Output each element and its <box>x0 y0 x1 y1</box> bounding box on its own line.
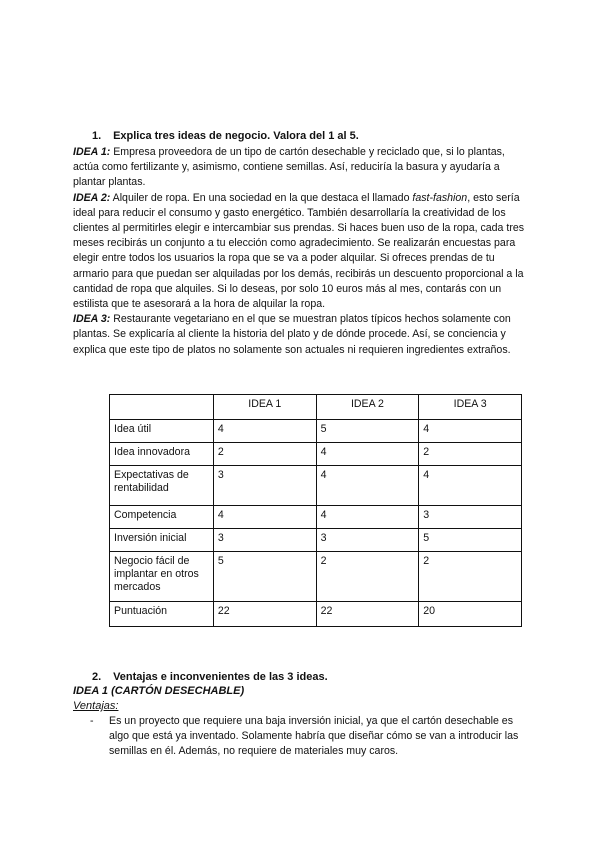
table-cell: 5 <box>316 420 419 443</box>
idea-3-label: IDEA 3: <box>73 313 111 326</box>
section-2-title: Ventajas e inconvenientes de las 3 ideas. <box>113 671 328 683</box>
section-2-heading <box>92 671 328 683</box>
table-cell: 4 <box>316 443 419 466</box>
table-header-cell: IDEA 3 <box>419 395 522 420</box>
table-cell: 3 <box>419 506 522 529</box>
table-cell: 20 <box>419 602 522 627</box>
table-cell: 2 <box>213 443 316 466</box>
table-row <box>110 552 522 602</box>
idea-3-paragraph <box>73 312 533 358</box>
table-cell: 5 <box>213 552 316 602</box>
idea-2-text-a: Alquiler de ropa. En una sociedad en la que destaca el llamado <box>110 191 413 204</box>
table-cell: 4 <box>213 420 316 443</box>
idea-3-text: Restaurante vegetariano en el que se muestran platos típicos hechos solamente con plantas. Se explicaría al cliente la historia del plato y de dónde procede. Así, se conciencia y explica que este tipo de platos no solamente son actuales ni requieren ingredientes extraños. <box>73 313 511 356</box>
table-cell: 3 <box>316 529 419 552</box>
idea-1-paragraph <box>73 145 533 191</box>
table-row <box>110 443 522 466</box>
table-header-cell: IDEA 2 <box>316 395 419 420</box>
table-cell: Idea innovadora <box>110 443 214 466</box>
ideas-description <box>73 145 533 358</box>
idea-2-text-b: , esto sería ideal para reducir el consumo y gasto energético. También desarrollaría la creatividad de los clientes al permitirles elegir e intercambiar sus prendas. Si haces buen uso de la ropa, cada tres meses recibirás un conjunto a tu elección como agradecimiento. Se realizarán encuestas para elegir entre todos los usuarios la ropa que se va a poder alquilar. Si ofreces prendas de tu armario para que puedan ser alquiladas por los demás, recibirás un descuento proporcional a la cantidad de ropa que alquiles. Si lo deseas, por solo 10 euros más al mes, contarás con un estilista que te asesorará a la hora de alquilar la ropa. <box>73 191 525 311</box>
idea-2-paragraph <box>73 191 533 313</box>
idea-1-text: Empresa proveedora de un tipo de cartón desechable y reciclado que, si lo plantas, actúa como fertilizante y, asimismo, contiene semillas. Así, reduciría la basura y ayudaría a plantar plantas. <box>73 146 505 189</box>
table-cell: 4 <box>419 420 522 443</box>
table-row <box>110 602 522 627</box>
section-2-number: 2. <box>92 671 102 683</box>
table-cell: 22 <box>213 602 316 627</box>
table-cell: 2 <box>316 552 419 602</box>
bullet-dash: - <box>90 715 94 727</box>
table-cell: Puntuación <box>110 602 214 627</box>
table-cell: 4 <box>419 466 522 506</box>
table-cell: 4 <box>316 506 419 529</box>
section-1-title: Explica tres ideas de negocio. Valora del 1 al 5. <box>113 130 359 142</box>
table-row <box>110 529 522 552</box>
list-item <box>92 714 532 760</box>
idea-1-heading: IDEA 1 (CARTÓN DESECHABLE) <box>73 685 245 697</box>
section-1-heading <box>92 130 359 142</box>
table-cell: 22 <box>316 602 419 627</box>
idea-1-label: IDEA 1: <box>73 146 111 158</box>
table-row <box>110 506 522 529</box>
table-cell: Inversión inicial <box>110 529 214 552</box>
table-header-cell <box>110 395 214 420</box>
table-cell: Competencia <box>110 506 214 529</box>
table-cell: Idea útil <box>110 420 214 443</box>
bullet-text: Es un proyecto que requiere una baja inversión inicial, ya que el cartón desechable es algo que está ya inventado. Solamente habría que diseñar cómo se van a introducir las semillas en él. Además, no requiere de materiales muy caros. <box>109 715 519 758</box>
table-cell: 3 <box>213 529 316 552</box>
table-cell: Expectativas de rentabilidad <box>110 466 214 506</box>
table-cell: 2 <box>419 552 522 602</box>
table-cell: 4 <box>213 506 316 529</box>
table-header-row <box>110 395 522 420</box>
section-1-number: 1. <box>92 130 102 142</box>
table-cell: 3 <box>213 466 316 506</box>
table-cell: 4 <box>316 466 419 506</box>
table-cell: 5 <box>419 529 522 552</box>
idea-2-italic-term: fast-fashion <box>412 191 468 204</box>
table-row <box>110 466 522 506</box>
table-cell: Negocio fácil de implantar en otros mercados <box>110 552 214 602</box>
table-header-cell: IDEA 1 <box>213 395 316 420</box>
ideas-score-table <box>109 394 522 627</box>
table-cell: 2 <box>419 443 522 466</box>
ventajas-label: Ventajas: <box>73 700 119 712</box>
idea-2-label: IDEA 2: <box>73 191 111 204</box>
table-row <box>110 420 522 443</box>
